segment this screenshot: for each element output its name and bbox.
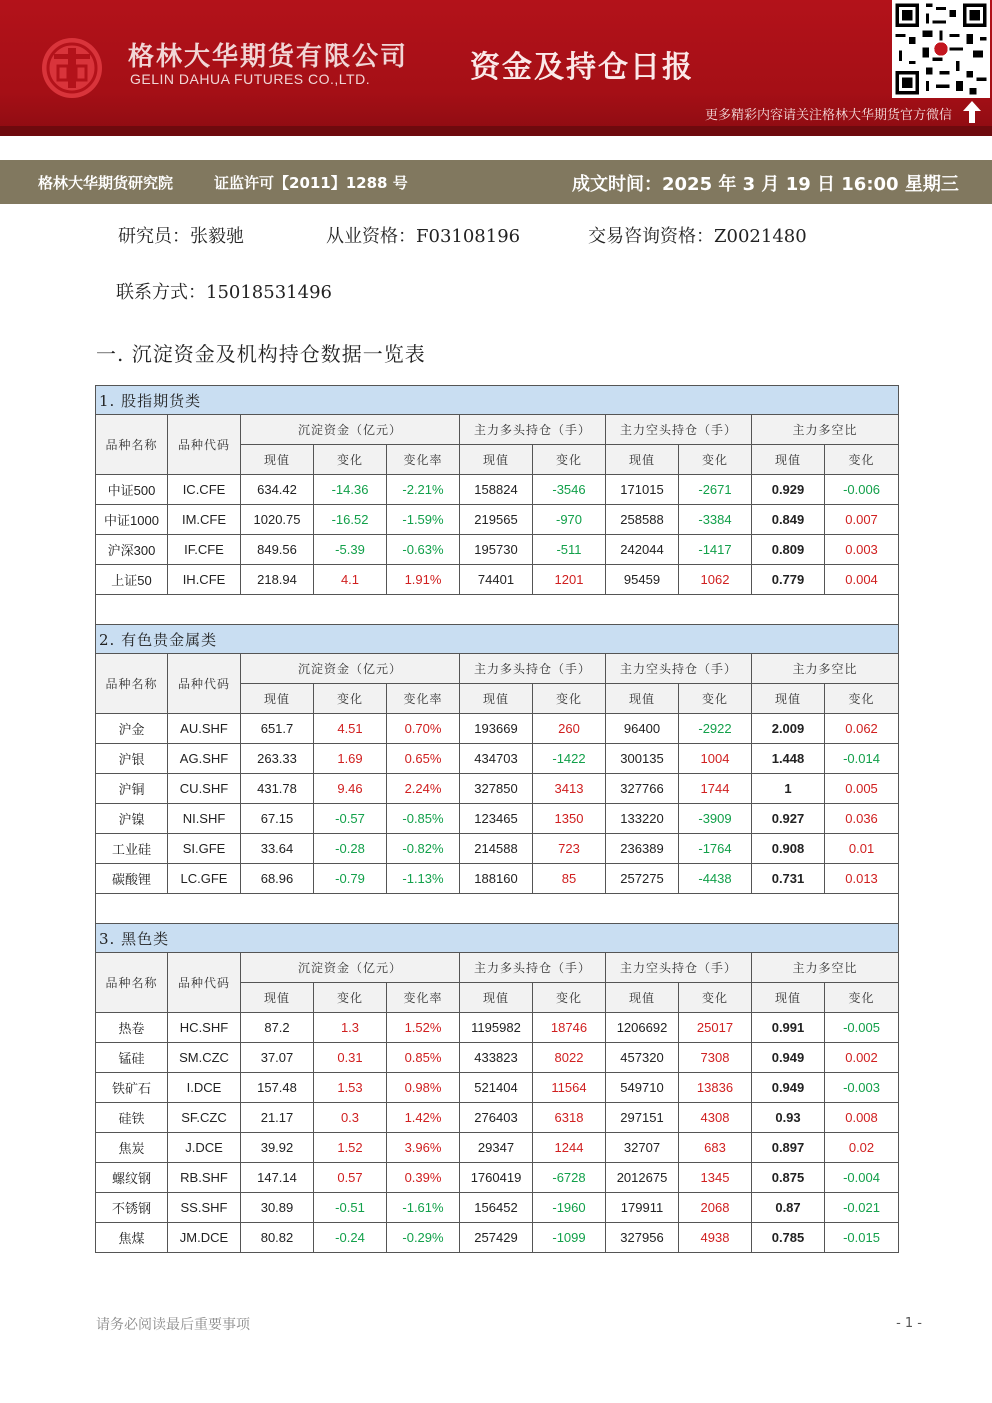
cell-long-change: -1960	[533, 1193, 606, 1223]
header-current: 现值	[606, 445, 679, 475]
cell-ratio-change: -0.005	[825, 1013, 899, 1043]
cell-ratio-current: 0.908	[752, 834, 825, 864]
cell-long-change: -1099	[533, 1223, 606, 1253]
cell-short-current: 242044	[606, 535, 679, 565]
section-title: 一. 沉淀资金及机构持仓数据一览表	[96, 342, 426, 366]
cell-ratio-change: 0.002	[825, 1043, 899, 1073]
cell-long-current: 74401	[460, 565, 533, 595]
cell-ratio-change: 0.02	[825, 1133, 899, 1163]
table-row	[96, 1103, 899, 1133]
cell-ratio-change: 0.062	[825, 714, 899, 744]
cell-fund-change: -0.57	[314, 804, 387, 834]
cell-fund-change: -0.24	[314, 1223, 387, 1253]
cell-short-current: 32707	[606, 1133, 679, 1163]
table-caption: 1. 股指期货类	[96, 386, 899, 415]
cell-code: IM.CFE	[168, 505, 241, 535]
header-change: 变化	[314, 983, 387, 1013]
cell-short-current: 236389	[606, 834, 679, 864]
arrow-up-icon	[962, 100, 982, 124]
header-name: 品种名称	[96, 654, 168, 714]
cell-name: 沪金	[96, 714, 168, 744]
cell-ratio-current: 0.87	[752, 1193, 825, 1223]
cell-short-current: 258588	[606, 505, 679, 535]
table-row	[96, 744, 899, 774]
cell-short-change: 1004	[679, 744, 752, 774]
table-row	[96, 565, 899, 595]
cell-code: AG.SHF	[168, 744, 241, 774]
header-change: 变化	[314, 684, 387, 714]
cell-ratio-change: 0.008	[825, 1103, 899, 1133]
cell-name: 沪深300	[96, 535, 168, 565]
cell-long-change: 8022	[533, 1043, 606, 1073]
table-row	[96, 1133, 899, 1163]
cell-long-current: 195730	[460, 535, 533, 565]
cell-name: 沪镍	[96, 804, 168, 834]
cell-name: 不锈钢	[96, 1193, 168, 1223]
table-row	[96, 1223, 899, 1253]
qualification: 从业资格：F03108196	[326, 226, 521, 247]
header-short: 主力空头持仓（手）	[606, 654, 752, 684]
header-current: 现值	[460, 983, 533, 1013]
cell-name: 硅铁	[96, 1103, 168, 1133]
cell-long-current: 521404	[460, 1073, 533, 1103]
cell-name: 上证50	[96, 565, 168, 595]
cell-ratio-current: 0.927	[752, 804, 825, 834]
company-logo-icon	[40, 36, 104, 100]
cell-short-current: 297151	[606, 1103, 679, 1133]
table-caption: 3. 黑色类	[96, 924, 899, 953]
header-change: 变化	[679, 684, 752, 714]
cell-name: 沪银	[96, 744, 168, 774]
cell-fund-rate: -0.63%	[387, 535, 460, 565]
header-current: 现值	[241, 983, 314, 1013]
report-datetime: 成文时间：2025 年 3 月 19 日 16:00 星期三	[572, 174, 959, 195]
cell-ratio-change: 0.004	[825, 565, 899, 595]
cell-code: SS.SHF	[168, 1193, 241, 1223]
cell-fund-rate: 1.42%	[387, 1103, 460, 1133]
cell-long-change: 260	[533, 714, 606, 744]
cell-fund-rate: -0.29%	[387, 1223, 460, 1253]
cell-code: AU.SHF	[168, 714, 241, 744]
header-rate: 变化率	[387, 684, 460, 714]
header-fund: 沉淀资金（亿元）	[241, 654, 460, 684]
cell-code: RB.SHF	[168, 1163, 241, 1193]
cell-code: I.DCE	[168, 1073, 241, 1103]
header-current: 现值	[606, 684, 679, 714]
cell-fund-rate: -0.82%	[387, 834, 460, 864]
header-current: 现值	[752, 684, 825, 714]
cell-long-change: 3413	[533, 774, 606, 804]
cell-fund-current: 849.56	[241, 535, 314, 565]
cell-name: 中证1000	[96, 505, 168, 535]
header-ratio: 主力多空比	[752, 953, 899, 983]
cell-fund-change: -0.51	[314, 1193, 387, 1223]
institute-name: 格林大华期货研究院	[38, 174, 174, 192]
cell-short-current: 179911	[606, 1193, 679, 1223]
cell-fund-current: 21.17	[241, 1103, 314, 1133]
cell-long-current: 257429	[460, 1223, 533, 1253]
cell-fund-current: 33.64	[241, 834, 314, 864]
cell-ratio-current: 0.875	[752, 1163, 825, 1193]
header-change: 变化	[533, 445, 606, 475]
cell-ratio-current: 0.949	[752, 1073, 825, 1103]
cell-fund-rate: 0.65%	[387, 744, 460, 774]
cell-long-change: 11564	[533, 1073, 606, 1103]
cell-fund-current: 87.2	[241, 1013, 314, 1043]
follow-wechat-text: 更多精彩内容请关注格林大华期货官方微信	[704, 108, 952, 123]
cell-short-current: 549710	[606, 1073, 679, 1103]
cell-name: 焦煤	[96, 1223, 168, 1253]
cell-long-change: -6728	[533, 1163, 606, 1193]
cell-short-current: 171015	[606, 475, 679, 505]
cell-name: 工业硅	[96, 834, 168, 864]
cell-fund-change: -16.52	[314, 505, 387, 535]
cell-long-change: 1201	[533, 565, 606, 595]
cell-short-current: 257275	[606, 864, 679, 894]
cell-short-current: 327956	[606, 1223, 679, 1253]
header-change: 变化	[825, 983, 899, 1013]
cell-fund-current: 80.82	[241, 1223, 314, 1253]
cell-code: HC.SHF	[168, 1013, 241, 1043]
cell-long-current: 158824	[460, 475, 533, 505]
cell-code: J.DCE	[168, 1133, 241, 1163]
page-number: - 1 -	[896, 1316, 922, 1331]
cell-name: 锰硅	[96, 1043, 168, 1073]
header-change: 变化	[679, 445, 752, 475]
cell-short-change: 1345	[679, 1163, 752, 1193]
cell-short-change: -1764	[679, 834, 752, 864]
table-caption: 2. 有色贵金属类	[96, 625, 899, 654]
cell-short-change: 25017	[679, 1013, 752, 1043]
cell-ratio-current: 0.849	[752, 505, 825, 535]
cell-fund-change: -5.39	[314, 535, 387, 565]
cell-ratio-current: 0.731	[752, 864, 825, 894]
company-name-en: GELIN DAHUA FUTURES CO.,LTD.	[130, 71, 371, 87]
table-index-futures	[95, 385, 899, 626]
header-change: 变化	[679, 983, 752, 1013]
header-name: 品种名称	[96, 953, 168, 1013]
cell-fund-change: 0.57	[314, 1163, 387, 1193]
cell-short-current: 96400	[606, 714, 679, 744]
header-change: 变化	[825, 445, 899, 475]
cell-ratio-current: 0.809	[752, 535, 825, 565]
cell-ratio-change: -0.021	[825, 1193, 899, 1223]
cell-long-current: 1760419	[460, 1163, 533, 1193]
table-row	[96, 1073, 899, 1103]
cell-short-current: 300135	[606, 744, 679, 774]
cell-fund-current: 37.07	[241, 1043, 314, 1073]
table-ferrous	[95, 923, 899, 1253]
header-long: 主力多头持仓（手）	[460, 953, 606, 983]
cell-ratio-change: -0.015	[825, 1223, 899, 1253]
report-title: 资金及持仓日报	[470, 50, 694, 85]
cell-long-current: 188160	[460, 864, 533, 894]
cell-fund-change: -0.79	[314, 864, 387, 894]
cell-long-change: -3546	[533, 475, 606, 505]
cell-name: 碳酸锂	[96, 864, 168, 894]
header-rate: 变化率	[387, 445, 460, 475]
header-current: 现值	[752, 445, 825, 475]
cell-code: SM.CZC	[168, 1043, 241, 1073]
cell-fund-current: 263.33	[241, 744, 314, 774]
table-row	[96, 505, 899, 535]
cell-long-current: 123465	[460, 804, 533, 834]
cell-long-change: 6318	[533, 1103, 606, 1133]
header-rate: 变化率	[387, 983, 460, 1013]
header-current: 现值	[241, 684, 314, 714]
cell-short-change: 13836	[679, 1073, 752, 1103]
cell-short-current: 133220	[606, 804, 679, 834]
cell-fund-change: -0.28	[314, 834, 387, 864]
cell-ratio-current: 0.779	[752, 565, 825, 595]
cell-fund-change: 0.3	[314, 1103, 387, 1133]
cell-long-current: 434703	[460, 744, 533, 774]
cell-fund-rate: 0.85%	[387, 1043, 460, 1073]
company-name-cn: 格林大华期货有限公司	[128, 42, 409, 72]
header-change: 变化	[314, 445, 387, 475]
cell-short-change: -1417	[679, 535, 752, 565]
table-row	[96, 774, 899, 804]
cell-fund-current: 157.48	[241, 1073, 314, 1103]
header-current: 现值	[606, 983, 679, 1013]
cell-ratio-change: 0.036	[825, 804, 899, 834]
cell-fund-rate: 1.91%	[387, 565, 460, 595]
cell-ratio-current: 2.009	[752, 714, 825, 744]
cell-long-change: 85	[533, 864, 606, 894]
header-fund: 沉淀资金（亿元）	[241, 953, 460, 983]
cell-code: SI.GFE	[168, 834, 241, 864]
cell-fund-rate: -2.21%	[387, 475, 460, 505]
cell-code: JM.DCE	[168, 1223, 241, 1253]
header-short: 主力空头持仓（手）	[606, 953, 752, 983]
cell-short-change: -3909	[679, 804, 752, 834]
cell-fund-current: 147.14	[241, 1163, 314, 1193]
consult-qualification: 交易咨询资格：Z0021480	[588, 226, 807, 247]
cell-fund-current: 39.92	[241, 1133, 314, 1163]
cell-long-current: 219565	[460, 505, 533, 535]
cell-fund-current: 1020.75	[241, 505, 314, 535]
header-code: 品种代码	[168, 415, 241, 475]
cell-code: CU.SHF	[168, 774, 241, 804]
contact: 联系方式：15018531496	[116, 282, 332, 303]
cell-fund-rate: 0.39%	[387, 1163, 460, 1193]
table-row	[96, 834, 899, 864]
cell-fund-current: 68.96	[241, 864, 314, 894]
cell-long-change: 723	[533, 834, 606, 864]
wechat-qr-code-icon[interactable]	[892, 0, 990, 98]
cell-code: SF.CZC	[168, 1103, 241, 1133]
header-current: 现值	[460, 684, 533, 714]
table-row	[96, 864, 899, 894]
cell-fund-change: 1.69	[314, 744, 387, 774]
cell-code: IC.CFE	[168, 475, 241, 505]
cell-long-current: 276403	[460, 1103, 533, 1133]
spacer-row	[96, 894, 899, 925]
cell-fund-change: 1.3	[314, 1013, 387, 1043]
cell-long-current: 1195982	[460, 1013, 533, 1043]
cell-short-current: 95459	[606, 565, 679, 595]
cell-long-current: 29347	[460, 1133, 533, 1163]
cell-name: 中证500	[96, 475, 168, 505]
cell-fund-rate: -1.13%	[387, 864, 460, 894]
cell-fund-change: 9.46	[314, 774, 387, 804]
cell-fund-rate: 1.52%	[387, 1013, 460, 1043]
cell-ratio-change: -0.004	[825, 1163, 899, 1193]
cell-code: LC.GFE	[168, 864, 241, 894]
header-fund: 沉淀资金（亿元）	[241, 415, 460, 445]
cell-ratio-current: 0.897	[752, 1133, 825, 1163]
table-row	[96, 1193, 899, 1223]
header-ratio: 主力多空比	[752, 654, 899, 684]
cell-ratio-current: 0.93	[752, 1103, 825, 1133]
cell-fund-rate: 0.98%	[387, 1073, 460, 1103]
cell-code: IF.CFE	[168, 535, 241, 565]
cell-ratio-current: 0.949	[752, 1043, 825, 1073]
cell-fund-current: 634.42	[241, 475, 314, 505]
cell-short-change: 1744	[679, 774, 752, 804]
cell-short-change: -4438	[679, 864, 752, 894]
cell-fund-rate: -0.85%	[387, 804, 460, 834]
header-current: 现值	[241, 445, 314, 475]
cell-ratio-change: 0.013	[825, 864, 899, 894]
cell-ratio-change: -0.003	[825, 1073, 899, 1103]
cell-long-change: 18746	[533, 1013, 606, 1043]
cell-fund-current: 651.7	[241, 714, 314, 744]
cell-fund-change: 1.52	[314, 1133, 387, 1163]
cell-ratio-change: 0.007	[825, 505, 899, 535]
cell-long-current: 156452	[460, 1193, 533, 1223]
cell-short-current: 1206692	[606, 1013, 679, 1043]
cell-fund-change: 1.53	[314, 1073, 387, 1103]
table-row	[96, 1043, 899, 1073]
table-nonferrous-metals	[95, 624, 899, 925]
cell-short-current: 327766	[606, 774, 679, 804]
table-row	[96, 1163, 899, 1193]
cell-ratio-change: 0.005	[825, 774, 899, 804]
researcher: 研究员：张毅驰	[118, 226, 244, 247]
cell-fund-rate: 2.24%	[387, 774, 460, 804]
table-row	[96, 475, 899, 505]
cell-ratio-current: 1	[752, 774, 825, 804]
cell-fund-change: -14.36	[314, 475, 387, 505]
cell-ratio-change: -0.014	[825, 744, 899, 774]
cell-long-current: 327850	[460, 774, 533, 804]
cell-fund-current: 67.15	[241, 804, 314, 834]
cell-ratio-current: 0.785	[752, 1223, 825, 1253]
cell-ratio-current: 1.448	[752, 744, 825, 774]
cell-fund-rate: 3.96%	[387, 1133, 460, 1163]
header-change: 变化	[825, 684, 899, 714]
cell-fund-change: 4.51	[314, 714, 387, 744]
header-name: 品种名称	[96, 415, 168, 475]
table-row	[96, 804, 899, 834]
cell-short-change: 683	[679, 1133, 752, 1163]
header-long: 主力多头持仓（手）	[460, 654, 606, 684]
cell-short-change: 4938	[679, 1223, 752, 1253]
cell-name: 沪铜	[96, 774, 168, 804]
header-current: 现值	[752, 983, 825, 1013]
header-current: 现值	[460, 445, 533, 475]
cell-long-current: 433823	[460, 1043, 533, 1073]
cell-long-change: -970	[533, 505, 606, 535]
cell-long-current: 193669	[460, 714, 533, 744]
cell-fund-change: 4.1	[314, 565, 387, 595]
cell-short-change: 4308	[679, 1103, 752, 1133]
cell-short-current: 2012675	[606, 1163, 679, 1193]
cell-name: 热卷	[96, 1013, 168, 1043]
cell-short-change: -2671	[679, 475, 752, 505]
cell-name: 焦炭	[96, 1133, 168, 1163]
cell-fund-change: 0.31	[314, 1043, 387, 1073]
disclaimer: 请务必阅读最后重要事项	[96, 1317, 250, 1333]
cell-ratio-current: 0.929	[752, 475, 825, 505]
cell-fund-current: 431.78	[241, 774, 314, 804]
header-long: 主力多头持仓（手）	[460, 415, 606, 445]
cell-fund-rate: -1.61%	[387, 1193, 460, 1223]
cell-long-change: 1350	[533, 804, 606, 834]
header-code: 品种代码	[168, 654, 241, 714]
cell-long-current: 214588	[460, 834, 533, 864]
cell-short-change: -2922	[679, 714, 752, 744]
table-row	[96, 714, 899, 744]
table-row	[96, 535, 899, 565]
cell-long-change: -511	[533, 535, 606, 565]
header-short: 主力空头持仓（手）	[606, 415, 752, 445]
cell-short-change: 1062	[679, 565, 752, 595]
cell-code: IH.CFE	[168, 565, 241, 595]
cell-name: 铁矿石	[96, 1073, 168, 1103]
cell-short-change: 2068	[679, 1193, 752, 1223]
header-change: 变化	[533, 684, 606, 714]
table-row	[96, 1013, 899, 1043]
header-code: 品种代码	[168, 953, 241, 1013]
cell-short-change: -3384	[679, 505, 752, 535]
header-banner-edge	[0, 126, 992, 136]
cell-fund-rate: -1.59%	[387, 505, 460, 535]
spacer-row	[96, 595, 899, 626]
cell-ratio-current: 0.991	[752, 1013, 825, 1043]
header-change: 变化	[533, 983, 606, 1013]
cell-short-change: 7308	[679, 1043, 752, 1073]
cell-code: NI.SHF	[168, 804, 241, 834]
cell-name: 螺纹钢	[96, 1163, 168, 1193]
cell-ratio-change: 0.01	[825, 834, 899, 864]
cell-fund-rate: 0.70%	[387, 714, 460, 744]
cell-long-change: 1244	[533, 1133, 606, 1163]
cell-fund-current: 30.89	[241, 1193, 314, 1223]
cell-long-change: -1422	[533, 744, 606, 774]
cell-ratio-change: -0.006	[825, 475, 899, 505]
header-ratio: 主力多空比	[752, 415, 899, 445]
cell-ratio-change: 0.003	[825, 535, 899, 565]
license-number: 证监许可【2011】1288 号	[214, 174, 408, 192]
cell-fund-current: 218.94	[241, 565, 314, 595]
cell-short-current: 457320	[606, 1043, 679, 1073]
